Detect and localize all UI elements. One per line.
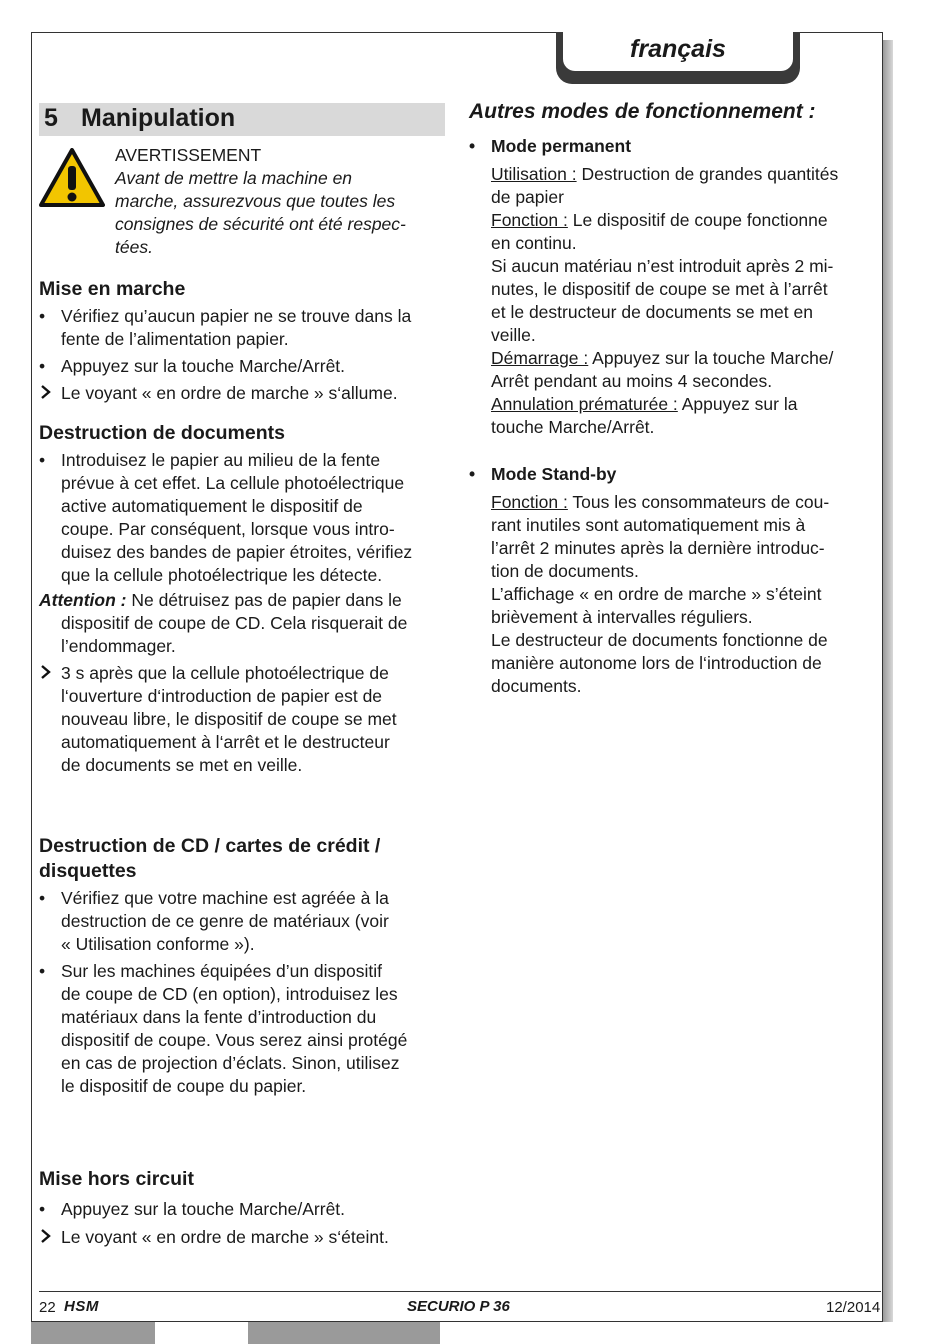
bullet-marker: • [39, 1199, 46, 1219]
field-text: Destruction de grandes quantités [576, 164, 839, 184]
bullet-marker: • [469, 136, 476, 156]
field-text: Appuyez sur la touche Marche/ [588, 348, 834, 368]
list-item [39, 662, 449, 777]
warning-line: tées. [115, 237, 153, 257]
attention-line: dispositif de coupe de CD. Cela risquerait de [61, 613, 408, 633]
warning-line: consignes de sécurité ont été respec- [115, 214, 406, 234]
list-line: Appuyez sur la touche Marche/Arrêt. [61, 1199, 346, 1219]
list-line: coupe. Par conséquent, lorsque vous intro- [61, 519, 395, 539]
mode-line [491, 347, 879, 370]
other-modes-title: Autres modes de fonctionnement : [469, 100, 816, 123]
list-line: Appuyez sur la touche Marche/Arrêt. [61, 356, 346, 376]
mode-line: veille. [491, 325, 536, 345]
list-line: Introduisez le papier au milieu de la fente [61, 450, 381, 470]
bullet-marker: • [39, 961, 46, 981]
warning-text [115, 167, 445, 259]
field-text: Appuyez sur la [677, 394, 798, 414]
mode-line: tion de documents. [491, 561, 639, 581]
list-line: Vérifiez qu’aucun papier ne se trouve dans la [61, 306, 412, 326]
list-line: en cas de projection d’éclats. Sinon, utilisez [61, 1053, 400, 1073]
field-label: Fonction : [491, 210, 568, 230]
list-line: Vérifiez que votre machine est agréée à la [61, 888, 389, 908]
mode-permanent [469, 135, 879, 439]
list-line: Sur les machines équipées d’un dispositif [61, 961, 383, 981]
mode-line: Arrêt pendant au moins 4 secondes. [491, 371, 773, 391]
warning-line: Avant de mettre la machine en [115, 168, 353, 188]
list-item [39, 1226, 449, 1249]
mode-line: nutes, le dispositif de coupe se met à l’arrêt [491, 279, 828, 299]
field-text: Tous les consommateurs de cou- [567, 492, 830, 512]
mode-line: Si aucun matériau n’est introduit après 2 mi- [491, 256, 834, 276]
arrow-marker-icon [39, 382, 57, 405]
field-label: Utilisation : [491, 164, 577, 184]
mode-line: en continu. [491, 233, 577, 253]
list-line: destruction de ce genre de matériaux (voir [61, 911, 389, 931]
mise-en-marche-section [39, 277, 449, 405]
mode-heading: Mode Stand-by [491, 464, 617, 484]
field-label: Démarrage : [491, 348, 589, 368]
list-line: Le voyant « en ordre de marche » s‘allume. [61, 383, 398, 403]
list-line: nouveau libre, le dispositif de coupe se met [61, 709, 397, 729]
field-text: Le dispositif de coupe fonctionne [567, 210, 828, 230]
field-label: Fonction : [491, 492, 568, 512]
arrow-marker-icon [39, 662, 57, 685]
list-item [39, 305, 449, 351]
subsection-heading: Mise hors circuit [39, 1168, 194, 1190]
mode-line: documents. [491, 676, 582, 696]
list-line: de documents se met en veille. [61, 755, 303, 775]
mode-line: touche Marche/Arrêt. [491, 417, 655, 437]
section-title: Manipulation [81, 104, 236, 132]
attention-label: Attention : [39, 590, 127, 610]
list-line: dispositif de coupe. Vous serez ainsi protégé [61, 1030, 408, 1050]
mode-line: de papier [491, 187, 564, 207]
list-item [39, 887, 449, 956]
mode-line: l’arrêt 2 minutes après la dernière introduc- [491, 538, 825, 558]
mode-standby [469, 463, 879, 698]
field-label: Annulation prématurée : [491, 394, 678, 414]
list-line: Le voyant « en ordre de marche » s‘éteint. [61, 1227, 389, 1247]
mode-line [491, 393, 879, 416]
attention-line: l’endommager. [61, 636, 176, 656]
mode-line: brièvement à intervalles réguliers. [491, 607, 753, 627]
list-line: fente de l’alimentation papier. [61, 329, 289, 349]
warning-block [115, 144, 445, 259]
list-line: active automatiquement le dispositif de [61, 496, 363, 516]
mode-line: et le destructeur de documents se met en [491, 302, 813, 322]
footer-divider [39, 1291, 881, 1292]
list-item [39, 960, 449, 1098]
language-label: français [563, 32, 793, 71]
mode-line: manière autonome lors de l‘introduction de [491, 653, 822, 673]
list-line: 3 s après que la cellule photoélectrique de [61, 663, 389, 683]
list-line: le dispositif de coupe du papier. [61, 1076, 307, 1096]
list-line: l‘ouverture d‘introduction de papier est de [61, 686, 383, 706]
section-heading [39, 103, 445, 136]
brand-logo: HSM [64, 1298, 99, 1315]
subsection-heading [39, 834, 449, 884]
list-item [39, 1198, 449, 1221]
arrow-marker-icon [39, 1226, 57, 1249]
attention-note [39, 589, 449, 658]
heading-line: Destruction de CD / cartes de crédit / [39, 835, 381, 857]
other-modes-section [469, 99, 879, 698]
bullet-marker: • [469, 464, 476, 484]
list-line: « Utilisation conforme »). [61, 934, 255, 954]
bullet-marker: • [39, 888, 46, 908]
destruction-documents-section [39, 421, 449, 777]
subsection-heading: Destruction de documents [39, 422, 285, 444]
subsection-heading: Mise en marche [39, 278, 186, 300]
heading-line: disquettes [39, 860, 137, 882]
mode-line [491, 209, 879, 232]
mode-line [491, 491, 879, 514]
frame-shadow [31, 1322, 155, 1344]
warning-heading: AVERTISSEMENT [115, 145, 262, 165]
mise-hors-circuit-section [39, 1167, 449, 1249]
mode-line: rant inutiles sont automatiquement mis à [491, 515, 806, 535]
bullet-marker: • [39, 306, 46, 326]
mode-heading: Mode permanent [491, 136, 632, 156]
destruction-cd-section [39, 834, 449, 1098]
mode-line [491, 163, 879, 186]
mode-line: L’affichage « en ordre de marche » s’éteint [491, 584, 822, 604]
frame-shadow [883, 40, 893, 1322]
section-number: 5 [44, 104, 58, 132]
warning-triangle-icon [39, 148, 105, 208]
frame-shadow [248, 1322, 440, 1344]
attention-text: Ne détruisez pas de papier dans le [126, 590, 402, 610]
list-line: matériaux dans la fente d’introduction du [61, 1007, 377, 1027]
bullet-marker: • [39, 450, 46, 470]
list-line: prévue à cet effet. La cellule photoélectrique [61, 473, 405, 493]
list-item [39, 449, 449, 587]
page-number: 22 [39, 1299, 56, 1316]
list-item [39, 355, 449, 378]
list-line: duisez des bandes de papier étroites, vérifiez [61, 542, 413, 562]
bullet-marker: • [39, 356, 46, 376]
document-date: 12/2014 [826, 1299, 881, 1316]
mode-line: Le destructeur de documents fonctionne de [491, 630, 828, 650]
list-line: que la cellule photoélectrique les détecte. [61, 565, 383, 585]
list-line: automatiquement à l‘arrêt et le destructeur [61, 732, 390, 752]
model-name: SECURIO P 36 [407, 1298, 510, 1315]
list-line: de coupe de CD (en option), introduisez les [61, 984, 398, 1004]
warning-line: marche, assurezvous que toutes les [115, 191, 396, 211]
list-item [39, 382, 449, 405]
